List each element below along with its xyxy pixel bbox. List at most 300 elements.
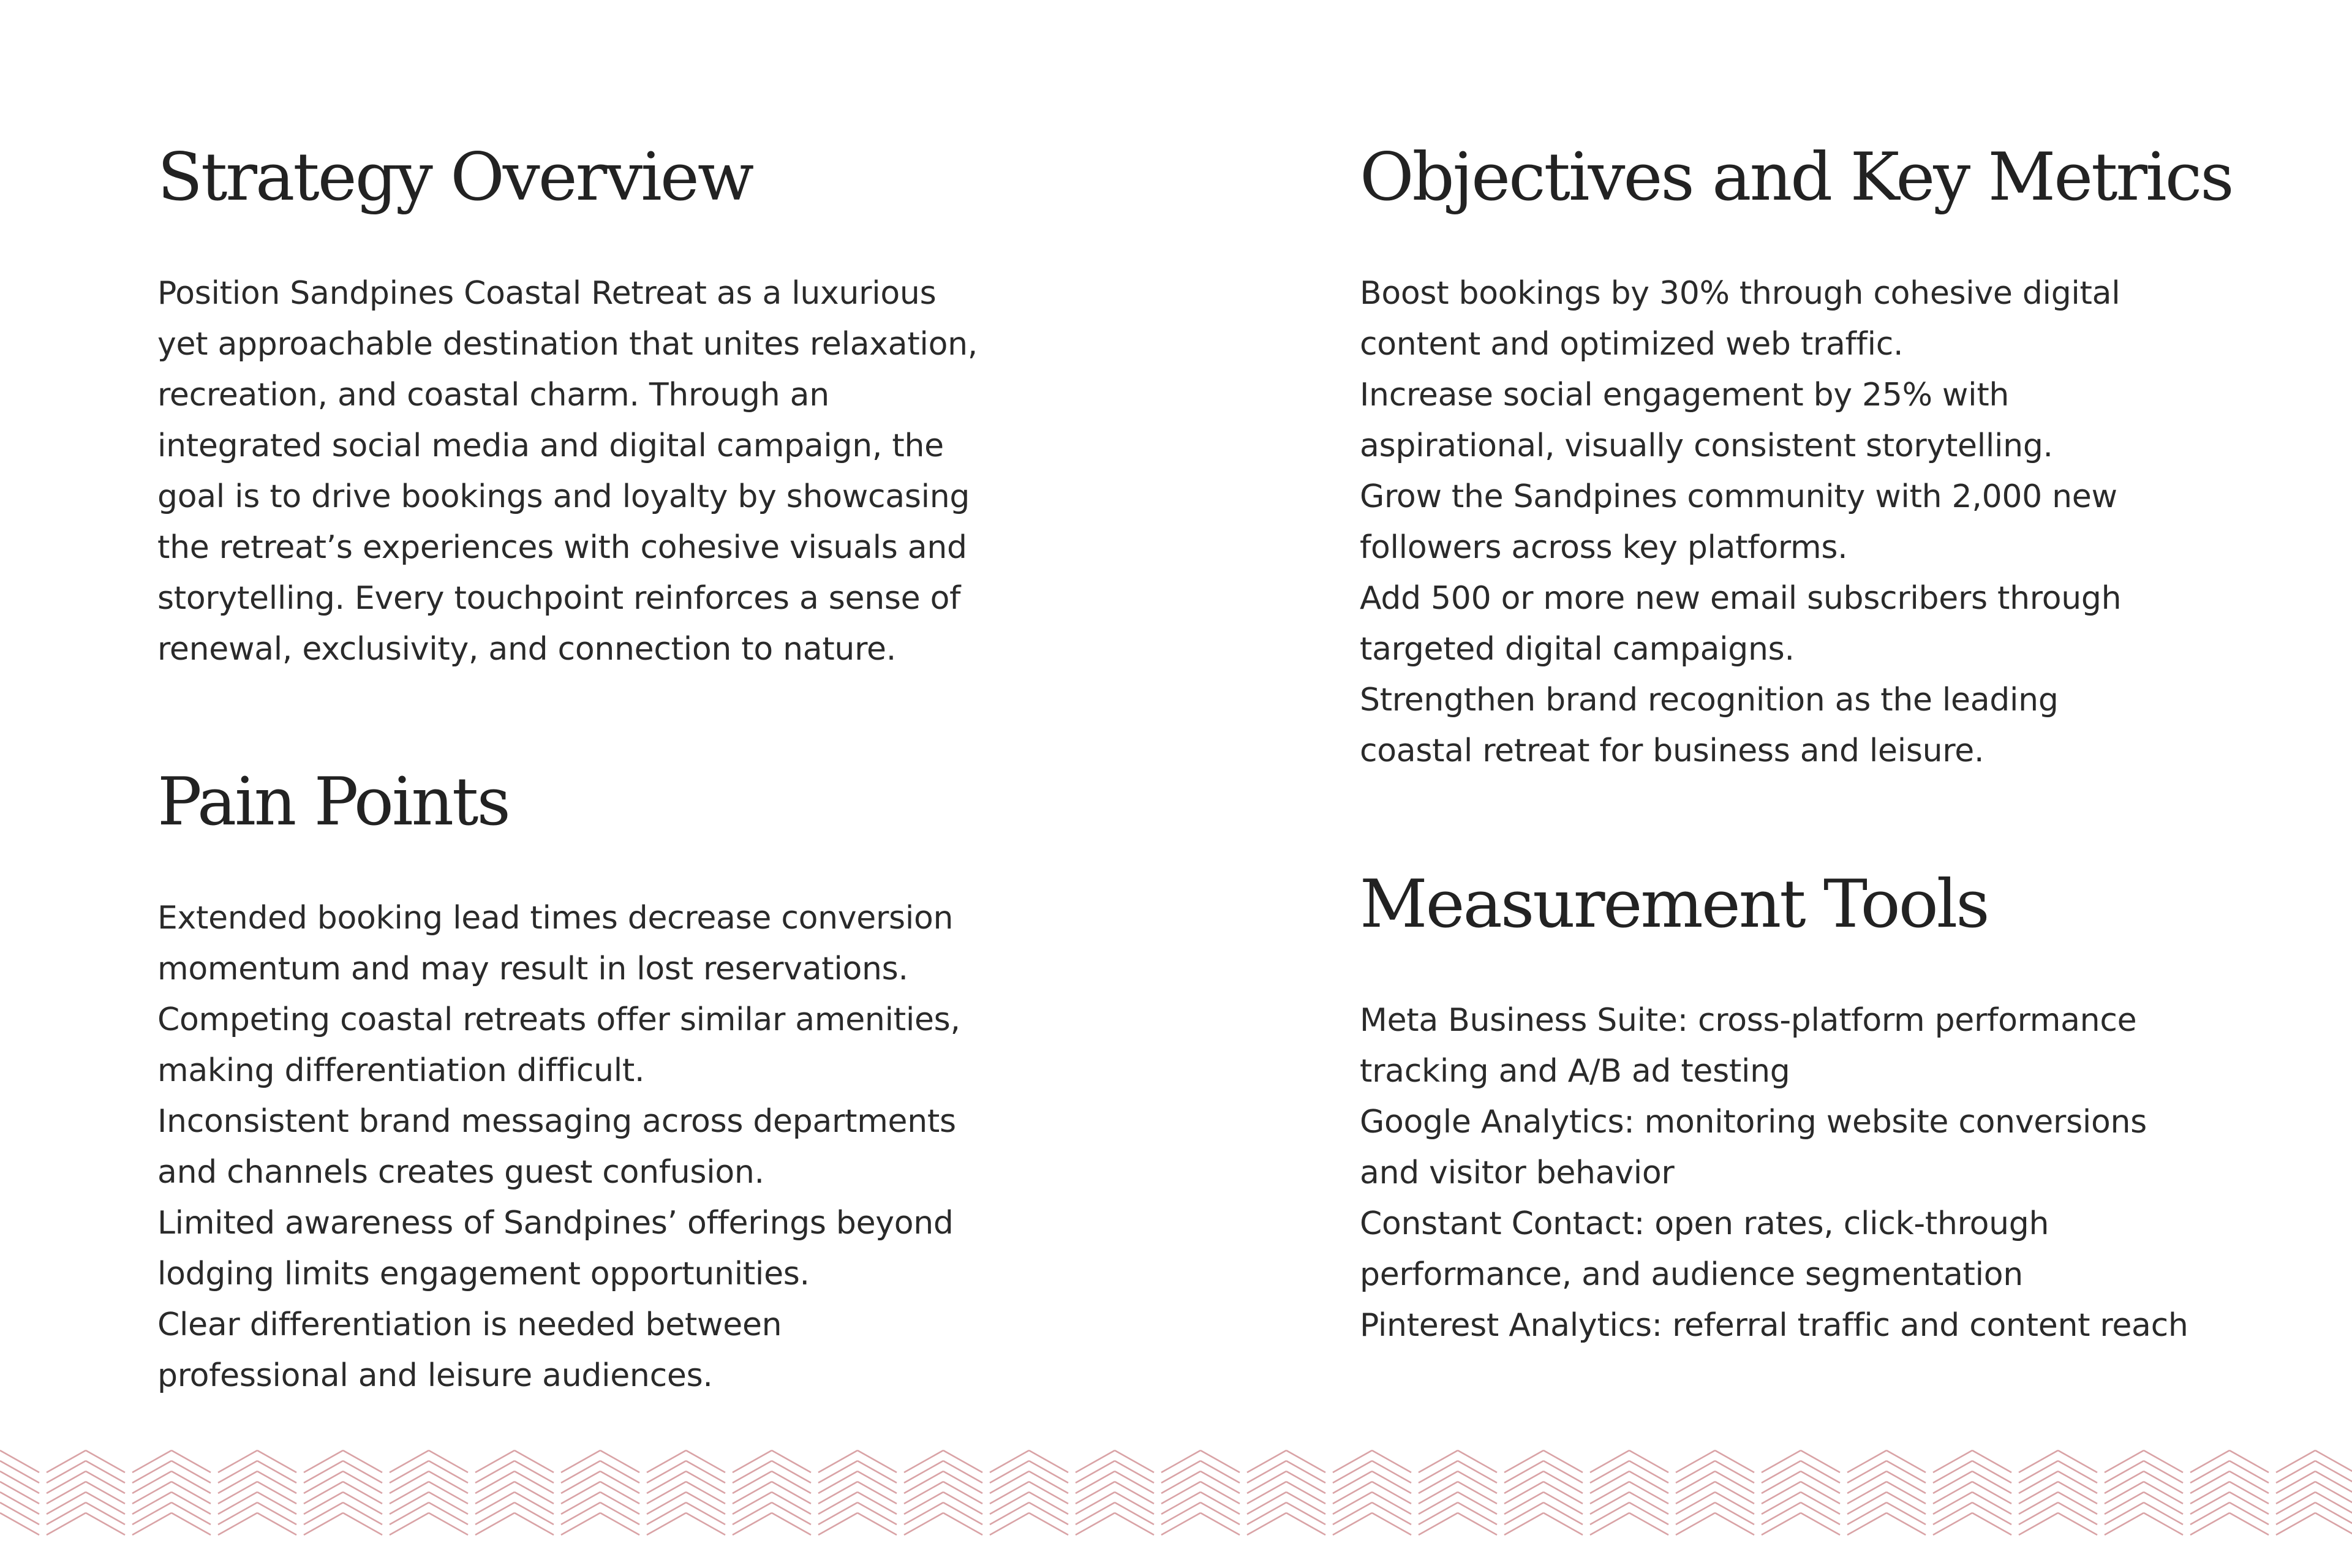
chevron-stroke <box>686 1461 725 1483</box>
chevron-stroke <box>475 1502 514 1525</box>
chevron-stroke <box>1333 1502 1372 1525</box>
chevron-stroke <box>1887 1461 1926 1483</box>
chevron-stroke <box>218 1492 257 1514</box>
chevron-stroke <box>1676 1492 1715 1514</box>
chevron-stroke <box>2105 1471 2144 1493</box>
strategy-line: Position Sandpines Coastal Retreat as a luxurious <box>157 275 937 312</box>
chevron-stroke <box>1247 1450 1286 1472</box>
chevron-stroke <box>2144 1450 2183 1472</box>
chevron-stroke <box>600 1482 639 1504</box>
chevron-stroke <box>1161 1450 1200 1472</box>
chevron-stroke <box>686 1450 725 1472</box>
chevron-stroke <box>733 1492 772 1514</box>
chevron-stroke <box>390 1502 429 1525</box>
chevron-stroke <box>1076 1461 1115 1483</box>
chevron-stroke <box>904 1492 943 1514</box>
strategy-line: storytelling. Every touchpoint reinforces a sense of <box>157 580 961 617</box>
chevron-stroke <box>561 1450 600 1472</box>
chevron-stroke <box>818 1492 858 1514</box>
chevron-stroke <box>172 1513 211 1535</box>
chevron-stroke <box>304 1492 343 1514</box>
chevron-stroke <box>1333 1513 1372 1535</box>
chevron-stroke <box>1887 1502 1926 1525</box>
chevron-stroke <box>0 1461 39 1483</box>
chevron-stroke <box>1676 1482 1715 1504</box>
chevron-stroke <box>1247 1461 1286 1483</box>
chevron-stroke <box>858 1482 897 1504</box>
chevron-stroke <box>647 1450 686 1472</box>
chevron-stroke <box>772 1513 811 1535</box>
chevron-stroke <box>257 1482 296 1504</box>
chevron-stroke <box>686 1471 725 1493</box>
chevron-stroke <box>1887 1492 1926 1514</box>
chevron-stroke <box>1458 1492 1497 1514</box>
chevron-stroke <box>257 1513 296 1535</box>
chevron-stroke <box>2058 1450 2097 1472</box>
chevron-stroke <box>390 1471 429 1493</box>
chevron-stroke <box>943 1471 982 1493</box>
chevron-pattern-icon <box>0 1446 2352 1568</box>
chevron-stroke <box>2019 1471 2058 1493</box>
chevron-stroke <box>1629 1513 1668 1535</box>
chevron-stroke <box>818 1482 858 1504</box>
chevron-stroke <box>733 1471 772 1493</box>
chevron-stroke <box>2276 1471 2315 1493</box>
chevron-stroke <box>943 1461 982 1483</box>
chevron-stroke <box>475 1513 514 1535</box>
chevron-stroke <box>1247 1513 1286 1535</box>
chevron-stroke <box>1161 1461 1200 1483</box>
chevron-stroke <box>818 1471 858 1493</box>
chevron-stroke <box>1372 1513 1411 1535</box>
chevron-stroke <box>2058 1461 2097 1483</box>
chevron-stroke <box>1762 1502 1801 1525</box>
chevron-stroke <box>429 1513 468 1535</box>
chevron-stroke <box>2190 1513 2230 1535</box>
chevron-stroke <box>0 1492 39 1514</box>
chevron-stroke <box>514 1471 554 1493</box>
chevron-stroke <box>1676 1471 1715 1493</box>
chevron-stroke <box>304 1471 343 1493</box>
chevron-stroke <box>1161 1492 1200 1514</box>
chevron-stroke <box>1544 1502 1583 1525</box>
measurement-line: Pinterest Analytics: referral traffic and content reach <box>1360 1307 2188 1344</box>
chevron-stroke <box>858 1471 897 1493</box>
chevron-stroke <box>1115 1492 1154 1514</box>
chevron-stroke <box>1076 1471 1115 1493</box>
measurement-line: Meta Business Suite: cross-platform performance <box>1360 1002 2137 1039</box>
chevron-stroke <box>132 1513 172 1535</box>
chevron-stroke <box>172 1492 211 1514</box>
chevron-stroke <box>990 1461 1029 1483</box>
chevron-stroke <box>943 1482 982 1504</box>
pain-points-section <box>157 763 1027 1401</box>
chevron-stroke <box>2105 1482 2144 1504</box>
chevron-stroke <box>2190 1492 2230 1514</box>
chevron-stroke <box>429 1450 468 1472</box>
chevron-stroke <box>1933 1513 1972 1535</box>
chevron-stroke <box>1762 1492 1801 1514</box>
chevron-stroke <box>218 1471 257 1493</box>
chevron-stroke <box>1590 1502 1629 1525</box>
chevron-stroke <box>1419 1513 1458 1535</box>
chevron-stroke <box>858 1513 897 1535</box>
chevron-stroke <box>1972 1450 2011 1472</box>
chevron-stroke <box>1419 1471 1458 1493</box>
chevron-stroke <box>1247 1492 1286 1514</box>
chevron-stroke <box>1933 1450 1972 1472</box>
chevron-stroke <box>1419 1450 1458 1472</box>
chevron-stroke <box>514 1450 554 1472</box>
chevron-stroke <box>1933 1502 1972 1525</box>
chevron-stroke <box>2144 1482 2183 1504</box>
chevron-stroke <box>1676 1502 1715 1525</box>
chevron-stroke <box>1801 1471 1840 1493</box>
chevron-stroke <box>1972 1502 2011 1525</box>
chevron-stroke <box>2230 1461 2269 1483</box>
chevron-stroke <box>1115 1461 1154 1483</box>
measurement-tools-section <box>1360 865 2254 1351</box>
chevron-stroke <box>2019 1461 2058 1483</box>
chevron-stroke <box>475 1450 514 1472</box>
chevron-stroke <box>2190 1471 2230 1493</box>
chevron-stroke <box>1933 1482 1972 1504</box>
measurement-line: and visitor behavior <box>1360 1155 1675 1191</box>
chevron-stroke <box>990 1502 1029 1525</box>
chevron-stroke <box>1762 1482 1801 1504</box>
chevron-stroke <box>132 1450 172 1472</box>
chevron-stroke <box>1887 1471 1926 1493</box>
chevron-stroke <box>1286 1461 1325 1483</box>
chevron-stroke <box>343 1461 382 1483</box>
chevron-stroke <box>304 1502 343 1525</box>
chevron-stroke <box>686 1502 725 1525</box>
chevron-stroke <box>86 1461 125 1483</box>
chevron-stroke <box>172 1471 211 1493</box>
chevron-stroke <box>218 1450 257 1472</box>
chevron-stroke <box>1676 1450 1715 1472</box>
chevron-stroke <box>818 1513 858 1535</box>
chevron-stroke <box>1372 1461 1411 1483</box>
chevron-stroke <box>1200 1513 1240 1535</box>
chevron-stroke <box>2230 1471 2269 1493</box>
chevron-stroke <box>429 1502 468 1525</box>
chevron-stroke <box>1286 1513 1325 1535</box>
chevron-stroke <box>2144 1492 2183 1514</box>
chevron-stroke <box>1247 1482 1286 1504</box>
chevron-stroke <box>1544 1471 1583 1493</box>
chevron-stroke <box>86 1482 125 1504</box>
chevron-stroke <box>1715 1513 1754 1535</box>
strategy-line: renewal, exclusivity, and connection to nature. <box>157 631 896 668</box>
chevron-stroke <box>600 1513 639 1535</box>
chevron-stroke <box>172 1502 211 1525</box>
chevron-stroke <box>1076 1450 1115 1472</box>
chevron-stroke <box>1629 1502 1668 1525</box>
objective-line: aspirational, visually consistent storytelling. <box>1360 428 2053 464</box>
chevron-stroke <box>2105 1502 2144 1525</box>
chevron-stroke <box>1372 1502 1411 1525</box>
strategy-line: goal is to drive bookings and loyalty by showcasing <box>157 478 970 515</box>
strategy-line: integrated social media and digital campaign, the <box>157 428 944 464</box>
chevron-stroke <box>772 1482 811 1504</box>
chevron-stroke <box>218 1482 257 1504</box>
objective-line: followers across key platforms. <box>1360 529 1848 566</box>
chevron-stroke <box>1544 1492 1583 1514</box>
chevron-stroke <box>2058 1482 2097 1504</box>
chevron-stroke <box>943 1513 982 1535</box>
pain-point-line: lodging limits engagement opportunities. <box>157 1256 810 1292</box>
chevron-stroke <box>2105 1492 2144 1514</box>
chevron-stroke <box>600 1471 639 1493</box>
chevron-stroke <box>2105 1513 2144 1535</box>
chevron-stroke <box>1972 1461 2011 1483</box>
chevron-stroke <box>1333 1471 1372 1493</box>
chevron-stroke <box>772 1450 811 1472</box>
chevron-stroke <box>1076 1502 1115 1525</box>
chevron-stroke <box>2058 1492 2097 1514</box>
pain-point-line: momentum and may result in lost reservations. <box>157 951 908 987</box>
chevron-stroke <box>1029 1492 1068 1514</box>
chevron-stroke <box>2230 1492 2269 1514</box>
chevron-stroke <box>390 1492 429 1514</box>
chevron-stroke <box>1887 1482 1926 1504</box>
chevron-stroke <box>686 1513 725 1535</box>
chevron-stroke <box>1544 1461 1583 1483</box>
chevron-stroke <box>1458 1471 1497 1493</box>
chevron-stroke <box>47 1450 86 1472</box>
chevron-stroke <box>1715 1482 1754 1504</box>
chevron-stroke <box>304 1450 343 1472</box>
chevron-stroke <box>1419 1461 1458 1483</box>
chevron-stroke <box>0 1450 39 1472</box>
chevron-stroke <box>733 1461 772 1483</box>
strategy-line: yet approachable destination that unites relaxation, <box>157 326 978 363</box>
objective-line: Strengthen brand recognition as the leading <box>1360 682 2059 718</box>
chevron-stroke <box>1590 1461 1629 1483</box>
pain-points-list <box>157 893 1027 1401</box>
chevron-stroke <box>1629 1461 1668 1483</box>
chevron-stroke <box>2230 1502 2269 1525</box>
chevron-stroke <box>1801 1461 1840 1483</box>
chevron-stroke <box>514 1482 554 1504</box>
chevron-stroke <box>990 1482 1029 1504</box>
chevron-stroke <box>1161 1502 1200 1525</box>
chevron-stroke <box>86 1450 125 1472</box>
chevron-stroke <box>772 1471 811 1493</box>
chevron-stroke <box>514 1513 554 1535</box>
chevron-stroke <box>2019 1482 2058 1504</box>
chevron-stroke <box>647 1471 686 1493</box>
objective-line: content and optimized web traffic. <box>1360 326 1904 363</box>
chevron-stroke <box>390 1513 429 1535</box>
objective-line: Add 500 or more new email subscribers through <box>1360 580 2122 617</box>
chevron-stroke <box>1372 1492 1411 1514</box>
chevron-stroke <box>1419 1492 1458 1514</box>
chevron-stroke <box>1200 1492 1240 1514</box>
chevron-stroke <box>990 1492 1029 1514</box>
chevron-stroke <box>2058 1471 2097 1493</box>
chevron-stroke <box>1504 1482 1544 1504</box>
chevron-stroke <box>2105 1461 2144 1483</box>
chevron-stroke <box>132 1471 172 1493</box>
chevron-stroke <box>1286 1450 1325 1472</box>
chevron-stroke <box>343 1492 382 1514</box>
chevron-stroke <box>1115 1513 1154 1535</box>
chevron-stroke <box>1504 1502 1544 1525</box>
chevron-stroke <box>0 1502 39 1525</box>
chevron-stroke <box>1029 1482 1068 1504</box>
chevron-stroke <box>1458 1450 1497 1472</box>
chevron-stroke <box>172 1450 211 1472</box>
chevron-stroke <box>1590 1471 1629 1493</box>
chevron-stroke <box>1715 1471 1754 1493</box>
objectives-section <box>1360 138 2254 777</box>
chevron-stroke <box>1200 1482 1240 1504</box>
chevron-stroke <box>733 1513 772 1535</box>
chevron-stroke <box>772 1492 811 1514</box>
chevron-stroke <box>2058 1513 2097 1535</box>
chevron-stroke <box>1029 1502 1068 1525</box>
measurement-line: tracking and A/B ad testing <box>1360 1053 1790 1090</box>
chevron-stroke <box>1504 1461 1544 1483</box>
chevron-stroke <box>0 1513 39 1535</box>
chevron-stroke <box>86 1471 125 1493</box>
chevron-stroke <box>600 1492 639 1514</box>
chevron-stroke <box>1629 1471 1668 1493</box>
chevron-stroke <box>429 1492 468 1514</box>
chevron-stroke <box>1590 1513 1629 1535</box>
chevron-stroke <box>1629 1482 1668 1504</box>
chevron-stroke <box>1801 1482 1840 1504</box>
chevron-stroke <box>132 1502 172 1525</box>
chevron-stroke <box>132 1461 172 1483</box>
chevron-stroke <box>2230 1482 2269 1504</box>
chevron-stroke <box>733 1502 772 1525</box>
chevron-stroke <box>257 1450 296 1472</box>
measurement-tools-title: Measurement Tools <box>1360 866 1988 943</box>
chevron-stroke <box>1247 1502 1286 1525</box>
pain-point-line: Extended booking lead times decrease conversion <box>157 900 954 937</box>
chevron-stroke <box>1333 1450 1372 1472</box>
pain-point-line: professional and leisure audiences. <box>157 1357 713 1394</box>
chevron-stroke <box>1544 1450 1583 1472</box>
chevron-stroke <box>475 1492 514 1514</box>
chevron-stroke <box>47 1471 86 1493</box>
chevron-stroke <box>1286 1482 1325 1504</box>
chevron-stroke <box>561 1492 600 1514</box>
chevron-stroke <box>1029 1513 1068 1535</box>
chevron-stroke <box>2276 1482 2315 1504</box>
chevron-stroke <box>304 1461 343 1483</box>
chevron-stroke <box>904 1502 943 1525</box>
chevron-stroke <box>2315 1513 2352 1535</box>
chevron-stroke <box>218 1461 257 1483</box>
measurement-line: performance, and audience segmentation <box>1360 1256 2023 1293</box>
chevron-stroke <box>1762 1450 1801 1472</box>
objective-line: targeted digital campaigns. <box>1360 631 1795 668</box>
chevron-stroke <box>1972 1513 2011 1535</box>
chevron-stroke <box>600 1461 639 1483</box>
pain-point-line: Limited awareness of Sandpines’ offerings beyond <box>157 1205 954 1242</box>
chevron-stroke <box>1458 1482 1497 1504</box>
pain-point-line: Inconsistent brand messaging across departments <box>157 1103 956 1140</box>
chevron-stroke <box>1372 1450 1411 1472</box>
chevron-stroke <box>1076 1513 1115 1535</box>
chevron-stroke <box>47 1492 86 1514</box>
chevron-stroke <box>1590 1450 1629 1472</box>
chevron-stroke <box>990 1471 1029 1493</box>
chevron-stroke <box>1933 1471 1972 1493</box>
chevron-stroke <box>1629 1492 1668 1514</box>
chevron-stroke <box>561 1502 600 1525</box>
chevron-stroke <box>1590 1492 1629 1514</box>
strategy-overview-title: Strategy Overview <box>157 139 753 216</box>
chevron-stroke <box>1200 1471 1240 1493</box>
chevron-stroke <box>600 1450 639 1472</box>
chevron-stroke <box>2315 1492 2352 1514</box>
chevron-stroke <box>1115 1482 1154 1504</box>
chevron-stroke <box>1458 1502 1497 1525</box>
chevron-stroke <box>2315 1502 2352 1525</box>
chevron-stroke <box>1847 1471 1887 1493</box>
chevron-stroke <box>1161 1471 1200 1493</box>
chevron-stroke <box>2276 1492 2315 1514</box>
chevron-stroke <box>257 1502 296 1525</box>
chevron-stroke <box>1801 1513 1840 1535</box>
chevron-stroke <box>2315 1461 2352 1483</box>
chevron-stroke <box>1715 1461 1754 1483</box>
chevron-stroke <box>686 1492 725 1514</box>
chevron-stroke <box>1801 1450 1840 1472</box>
chevron-stroke <box>390 1461 429 1483</box>
chevron-stroke <box>1544 1482 1583 1504</box>
chevron-stroke <box>1504 1513 1544 1535</box>
chevron-stroke <box>2019 1513 2058 1535</box>
chevron-stroke <box>2019 1450 2058 1472</box>
chevron-stroke <box>1247 1471 1286 1493</box>
chevron-stroke <box>2315 1482 2352 1504</box>
chevron-stroke <box>218 1502 257 1525</box>
pain-points-title: Pain Points <box>157 764 509 840</box>
chevron-stroke <box>2144 1471 2183 1493</box>
chevron-stroke <box>1333 1482 1372 1504</box>
chevron-stroke <box>343 1450 382 1472</box>
chevron-stroke <box>2276 1502 2315 1525</box>
chevron-stroke <box>0 1471 39 1493</box>
chevron-stroke <box>2276 1513 2315 1535</box>
chevron-stroke <box>1847 1461 1887 1483</box>
chevron-stroke <box>172 1482 211 1504</box>
chevron-stroke <box>2276 1461 2315 1483</box>
chevron-stroke <box>818 1450 858 1472</box>
chevron-stroke <box>1504 1450 1544 1472</box>
chevron-stroke <box>561 1513 600 1535</box>
chevron-stroke <box>475 1471 514 1493</box>
chevron-stroke <box>514 1461 554 1483</box>
chevron-stroke <box>561 1482 600 1504</box>
chevron-stroke <box>257 1492 296 1514</box>
chevron-stroke <box>2230 1450 2269 1472</box>
chevron-stroke <box>1676 1513 1715 1535</box>
strategy-overview-body <box>157 268 1027 675</box>
chevron-stroke <box>1762 1461 1801 1483</box>
chevron-stroke <box>1887 1450 1926 1472</box>
chevron-stroke <box>1115 1450 1154 1472</box>
chevron-stroke <box>904 1513 943 1535</box>
chevron-stroke <box>1504 1492 1544 1514</box>
chevron-stroke <box>858 1502 897 1525</box>
